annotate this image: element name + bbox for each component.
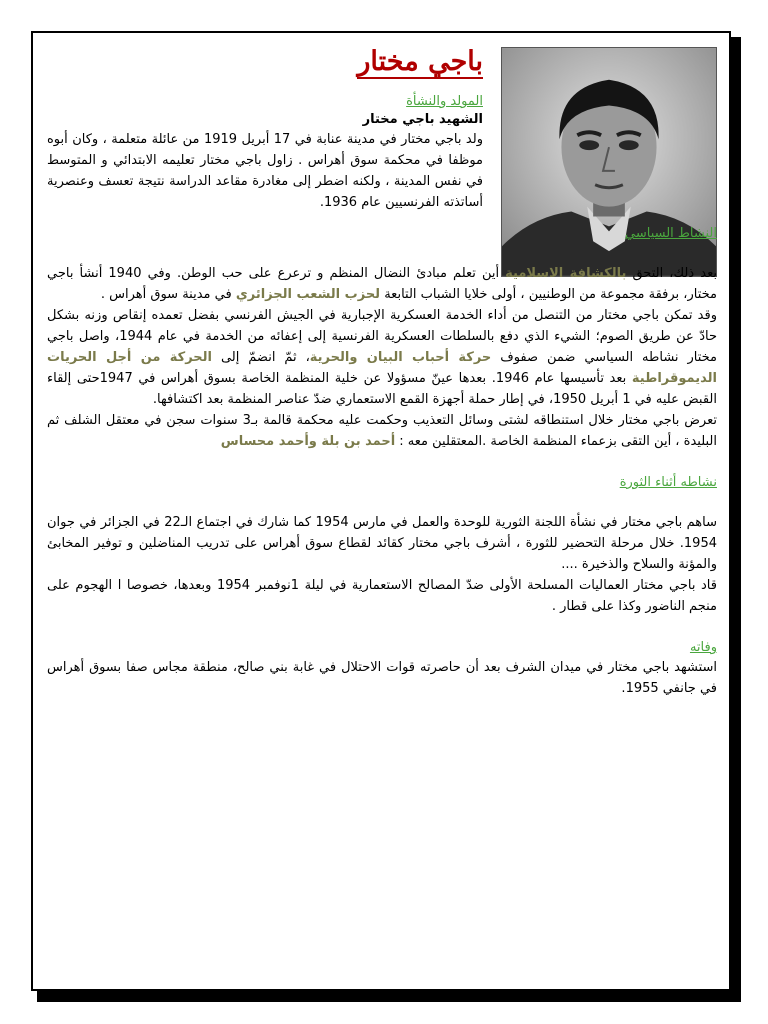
revolution-paragraph-2: قاد باجي مختار العماليات المسلحة الأولى ضدّ المصالح الاستعمارية في ليلة 1نوفمبر 1954 وبعدها، خصوصا ا الهجوم على منجم الناضور وكذا على قطار . xyxy=(47,578,717,614)
martyr-name: الشهيد باجي مختار xyxy=(362,112,483,127)
political-heading: النشاط السياسي xyxy=(625,226,717,241)
political-highlight: حركة أحباب البيان والحرية xyxy=(309,350,492,365)
death-heading: وفاته xyxy=(689,640,717,655)
political-paragraph-1: بعد ذلك، التحق بالكشافة الاسلامية أين تعلم مبادئ النضال المنظم و ترعرع على حب الوطن. وفي 1940 أنشأ باجي مختار، برفقة مجموعة من الوطنيين ، أولى خلايا الشباب التابعة لحزب الشعب الجزائري في مدينة سوق أهراس . xyxy=(47,266,717,302)
birth-text: ولد باجي مختار في مدينة عنابة في 17 أبريل 1919 من عائلة متعلمة ، وكان أبوه موظفا في محكمة سوق أهراس . زاول باجي مختار تعليمه الابتدائي و المتوسط في نفس المدينة ، ولكنه اضطر إلى مغادرة مقاعد الدراسة نتيجة تعسف وعنصرية أساتذته الفرنسيين عام 1936. xyxy=(47,132,483,210)
article-content xyxy=(47,43,717,979)
revolution-paragraph-1: ساهم باجي مختار في نشأة اللجنة الثورية للوحدة والعمل في مارس 1954 كما شارك في اجتماع الـ22 في الجزائر في جوان 1954. خلال مرحلة التحضير للثورة ، أشرف باجي مختار كقائد لقطاع سوق أهراس على تدريب المناضلين و توفير المخابئ والمؤنة والسلاح والذخيرة .... xyxy=(47,515,717,572)
revolution-heading: نشاطه أثناء الثورة xyxy=(619,475,717,490)
political-highlight: لحزب الشعب الجزائري xyxy=(235,287,381,302)
article-title: باجي مختار xyxy=(357,46,483,77)
document-page xyxy=(31,31,731,991)
birth-section xyxy=(47,93,717,213)
political-paragraph-3: تعرض باجي مختار خلال استنطاقه لشتى وسائل التعذيب وحكمت عليه محكمة قالمة بـ3 سنوات سجن في معتقل الشلف ثم البليدة ، أين التقى بزعماء المنظمة الخاصة .المعتقلين معه : أحمد بن بلة وأحمد محساس xyxy=(47,413,717,449)
political-section xyxy=(47,225,717,452)
birth-heading: المولد والنشأة xyxy=(406,94,483,109)
political-highlight: بالكشافة الاسلامية xyxy=(505,266,627,281)
political-paragraph-2: وقد تمكن باجي مختار من التنصل من أداء الخدمة العسكرية الإجبارية في الجيش الفرنسي بفضل تعمده إنقاص وزنه بشكل حادّ عن طريق الصوم؛ الشيء الذي دفع بالسلطات العسكرية الفرنسية إلى إعفائه من الخدمة في عام 1944، واصل باجي مختار نشاطه السياسي ضمن صفوف حركة أحباب البيان والحرية، ثمّ انضمّ إلى الحركة من أجل الحريات الديموقراطية بعد تأسيسها عام 1946. بعدها عينّ مسؤولا عن خلية المنظمة الخاصة بسوق أهراس في 1947حتى إلقاء القبض عليه في 1 أبريل 1950، في إطار حملة أجهزة القمع الاستعماري ضدّ عناصر المنظمة بعد اكتشافها. xyxy=(47,308,717,407)
revolution-section xyxy=(47,474,717,617)
death-text: استشهد باجي مختار في ميدان الشرف بعد أن حاصرته قوات الاحتلال في غابة بني صالح، منطقة مجاس صفا بسوق أهراس في جانفي 1955. xyxy=(47,660,717,696)
political-highlight: أحمد بن بلة وأحمد محساس xyxy=(220,434,396,449)
political-highlight: الحركة من أجل الحريات الديموقراطية xyxy=(47,350,717,386)
death-section xyxy=(47,639,717,699)
